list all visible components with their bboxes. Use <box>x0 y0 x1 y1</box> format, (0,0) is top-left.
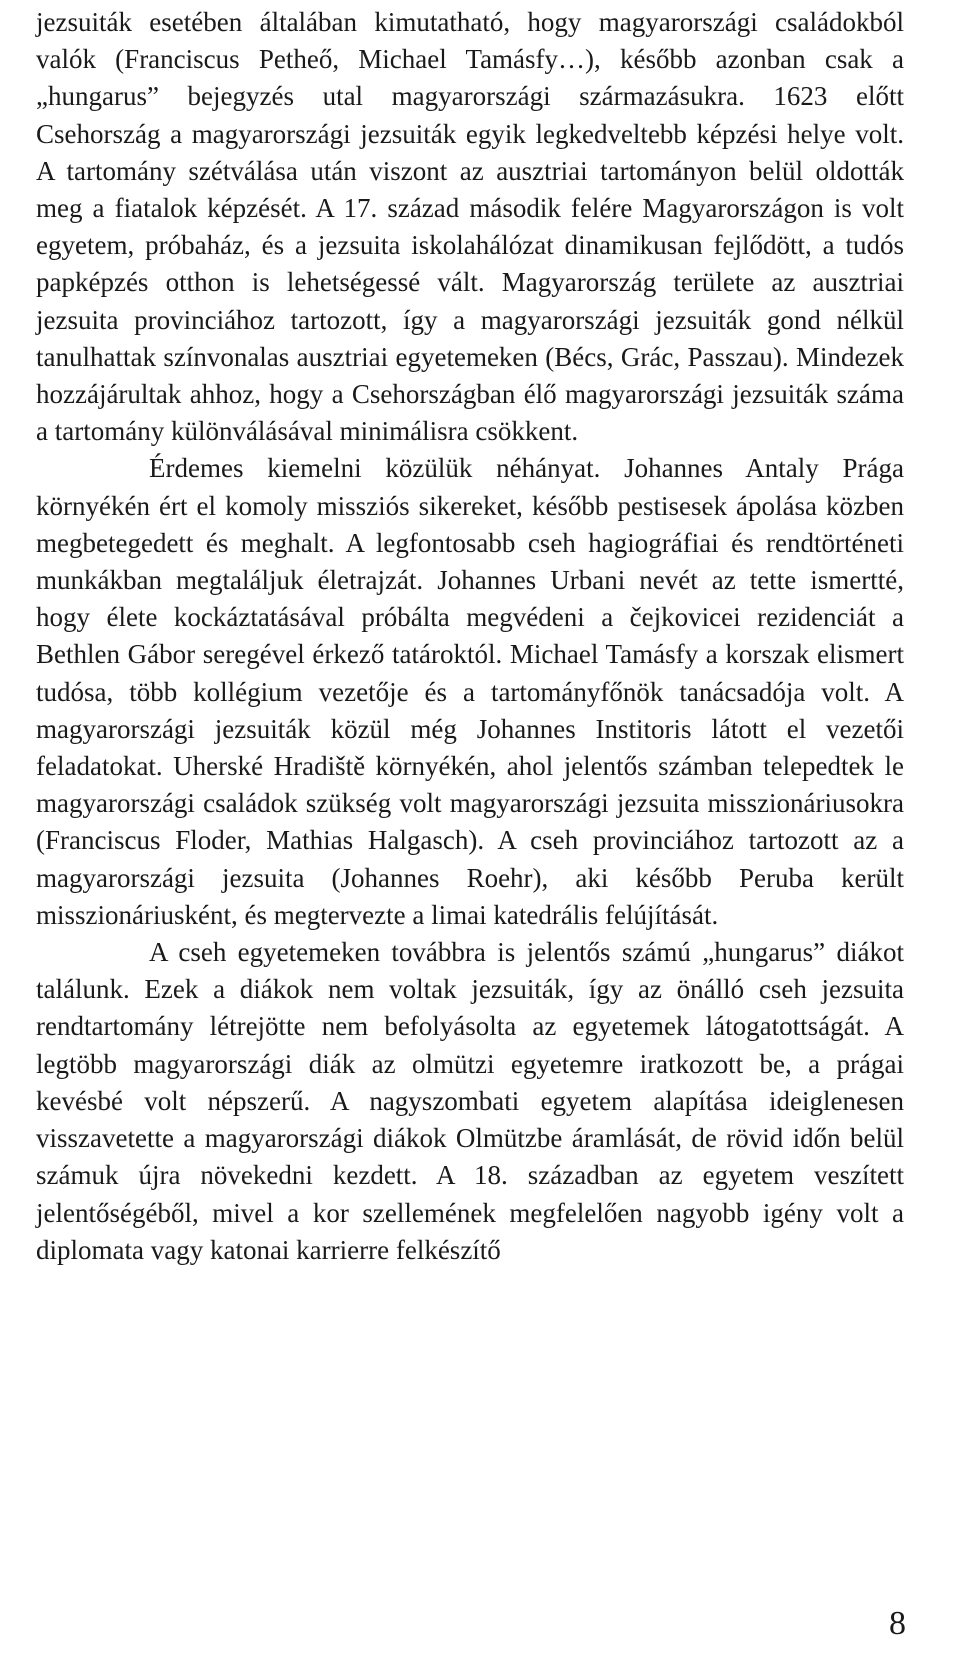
page-number: 8 <box>889 1605 906 1642</box>
body-text <box>36 4 904 1269</box>
paragraph-3: A cseh egyetemeken továbbra is jelentős számú „hungarus” diákot találunk. Ezek a diákok nem voltak jezsuiták, így az önálló cseh jezsuita rendtartomány létrejötte nem befolyásolta az egyetemek látogatottságát. A legtöbb magyarországi diák az olmützi egyetemre iratkozott be, a prágai kevésbé volt népszerű. A nagyszombati egyetem alapítása ideiglenesen visszavetette a magyarországi diákok Olmützbe áramlását, de rövid időn belül számuk újra növekedni kezdett. A 18. században az egyetem veszített jelentőségéből, mivel a kor szellemének megfelelően nagyobb igény volt a diplomata vagy katonai karrierre felkészítő <box>36 937 904 1265</box>
paragraph-1: jezsuiták esetében általában kimutatható, hogy magyarországi családokból valók (Franciscus Petheő, Michael Tamásfy…), később azonban csak a „hungarus” bejegyzés utal magyarországi származásukra. 1623 előtt Csehország a magyarországi jezsuiták egyik legkedveltebb képzési helye volt. A tartomány szétválása után viszont az ausztriai tartományon belül oldották meg a fiatalok képzését. A 17. század második felére Magyarországon is volt egyetem, próbaház, és a jezsuita iskolahálózat dinamikusan fejlődött, a tudós papképzés otthon is lehetségessé vált. Magyarország területe az ausztriai jezsuita provinciához tartozott, így a magyarországi jezsuiták gond nélkül tanulhattak színvonalas ausztriai egyetemeken (Bécs, Grác, Passzau). Mindezek hozzájárultak ahhoz, hogy a Csehországban élő magyarországi jezsuiták száma a tartomány különválásával minimálisra csökkent. <box>36 7 904 447</box>
paragraph-2: Érdemes kiemelni közülük néhányat. Johannes Antaly Prága környékén ért el komoly missziós sikereket, később pestisesek ápolása közben megbetegedett és meghalt. A legfontosabb cseh hagiográfiai és rendtörténeti munkákban megtaláljuk életrajzát. Johannes Urbani nevét az tette ismertté, hogy élete kockáztatásával próbálta megvédeni a čejkovicei rezidenciát a Bethlen Gábor seregével érkező tatároktól. Michael Tamásfy a korszak elismert tudósa, több kollégium vezetője és a tartományfőnök tanácsadója volt. A magyarországi jezsuiták közül még Johannes Institoris látott el vezetői feladatokat. Uherské Hradiště környékén, ahol jelentős számban telepedtek le magyarországi családok szükség volt magyarországi jezsuita misszionáriusokra (Franciscus Floder, Mathias Halgasch). A cseh provinciához tartozott az a magyarországi jezsuita (Johannes Roehr), aki később Peruba került misszionáriusként, és megtervezte a limai katedrális felújítását. <box>36 453 904 930</box>
